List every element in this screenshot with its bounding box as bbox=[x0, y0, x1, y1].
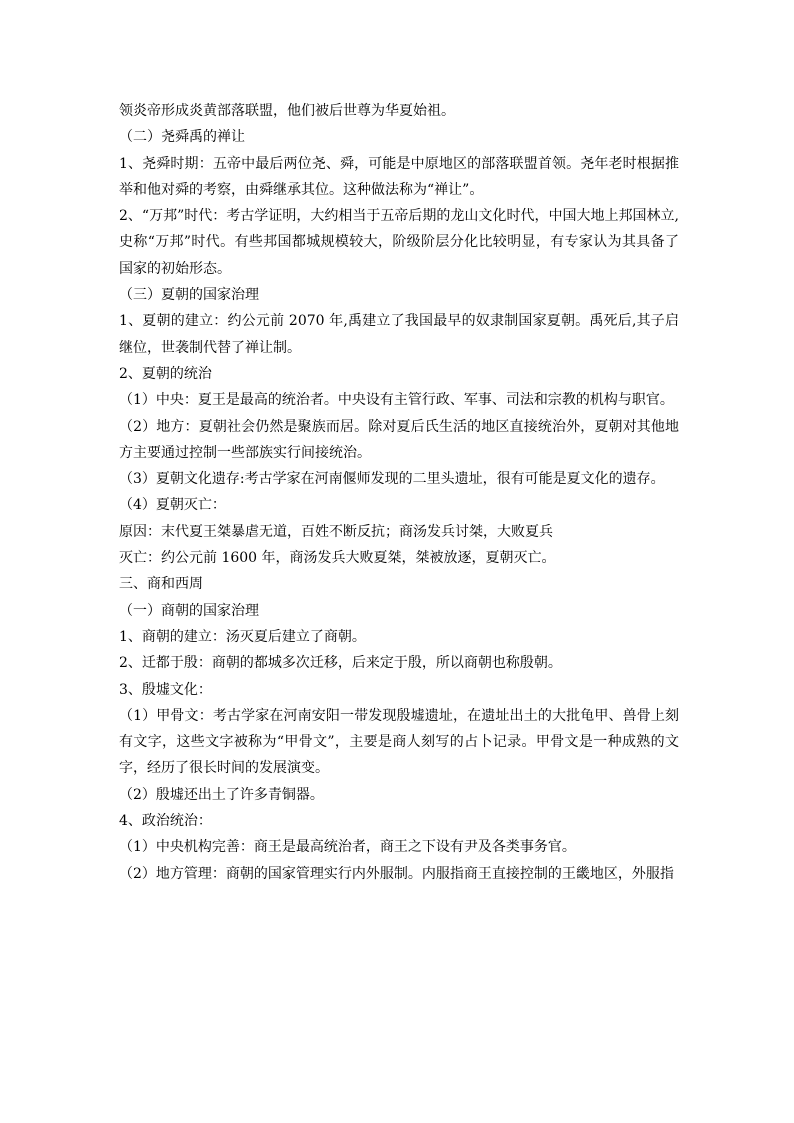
paragraph-xia-remains: （3）夏朝文化遗存:考古学家在河南偃师发现的二里头遗址，很有可能是夏文化的遗存。 bbox=[119, 471, 665, 488]
paragraph-intro: 领炎帝形成炎黄部落联盟，他们被后世尊为华夏始祖。 bbox=[119, 103, 455, 119]
subheading-xia-fall: （4）夏朝灭亡： bbox=[119, 497, 226, 514]
subheading-xia-rule: 2、夏朝的统治 bbox=[119, 365, 212, 382]
paragraph-xia-local: （2）地方：夏朝社会仍然是聚族而居。除对夏后氏生活的地区直接统治外，夏朝对其他地方主要通过控制一些部族实行间接统治。 bbox=[119, 418, 679, 461]
heading-shang-governance: （一）商朝的国家治理 bbox=[119, 602, 259, 619]
document-body bbox=[119, 98, 679, 887]
paragraph-yao-shun-period: 1、尧舜时期：五帝中最后两位尧、舜，可能是中原地区的部落联盟首领。尧年老时根据推举和他对舜的考察，由舜继承其位。这种做法称为“禅让”。 bbox=[119, 155, 679, 198]
paragraph-xia-fall-event: 灭亡：约公元前 1600 年，商汤发兵大败夏桀，桀被放逐，夏朝灭亡。 bbox=[119, 550, 556, 567]
paragraph-xia-fall-cause: 原因：末代夏王桀暴虐无道，百姓不断反抗；商汤发兵讨桀，大败夏兵 bbox=[119, 523, 553, 540]
heading-shang-western-zhou: 三、商和西周 bbox=[119, 576, 203, 593]
paragraph-xia-central: （1）中央：夏王是最高的统治者。中央设有主管行政、军事、司法和宗教的机构与职官。 bbox=[119, 392, 674, 409]
paragraph-bronzes: （2）殷墟还出土了许多青铜器。 bbox=[119, 786, 324, 803]
subheading-political-rule: 4、政治统治： bbox=[119, 813, 212, 830]
paragraph-shang-local: （2）地方管理：商朝的国家管理实行内外服制。内服指商王直接控制的王畿地区，外服指 bbox=[119, 865, 674, 882]
paragraph-xia-founding: 1、夏朝的建立：约公元前 2070 年,禹建立了我国最早的奴隶制国家夏朝。禹死后,其子启继位，世袭制代替了禅让制。 bbox=[119, 313, 679, 356]
paragraph-shang-founding: 1、商朝的建立：汤灭夏后建立了商朝。 bbox=[119, 628, 366, 645]
heading-xia-governance: （三）夏朝的国家治理 bbox=[119, 287, 259, 304]
paragraph-wanbang-era: 2、“万邦”时代：考古学证明，大约相当于五帝后期的龙山文化时代，中国大地上邦国林立,史称“万邦”时代。有些邦国都城规模较大，阶级阶层分化比较明显，有专家认为其具备了国家的初始形态。 bbox=[119, 208, 679, 277]
subheading-yinxu-culture: 3、殷墟文化： bbox=[119, 681, 212, 698]
paragraph-oracle-bones: （1）甲骨文：考古学家在河南安阳一带发现殷墟遗址，在遗址出土的大批龟甲、兽骨上刻有文字，这些文字被称为“甲骨文”，主要是商人刻写的占卜记录。甲骨文是一种成熟的文字，经历了很长时间的发展演变。 bbox=[119, 707, 679, 777]
paragraph-shang-capital: 2、迁都于殷：商朝的都城多次迁移，后来定于殷，所以商朝也称殷朝。 bbox=[119, 655, 562, 672]
heading-yao-shun-yu: （二）尧舜禹的禅让 bbox=[119, 129, 245, 146]
paragraph-shang-central: （1）中央机构完善：商王是最高统治者，商王之下设有尹及各类事务官。 bbox=[119, 839, 576, 856]
